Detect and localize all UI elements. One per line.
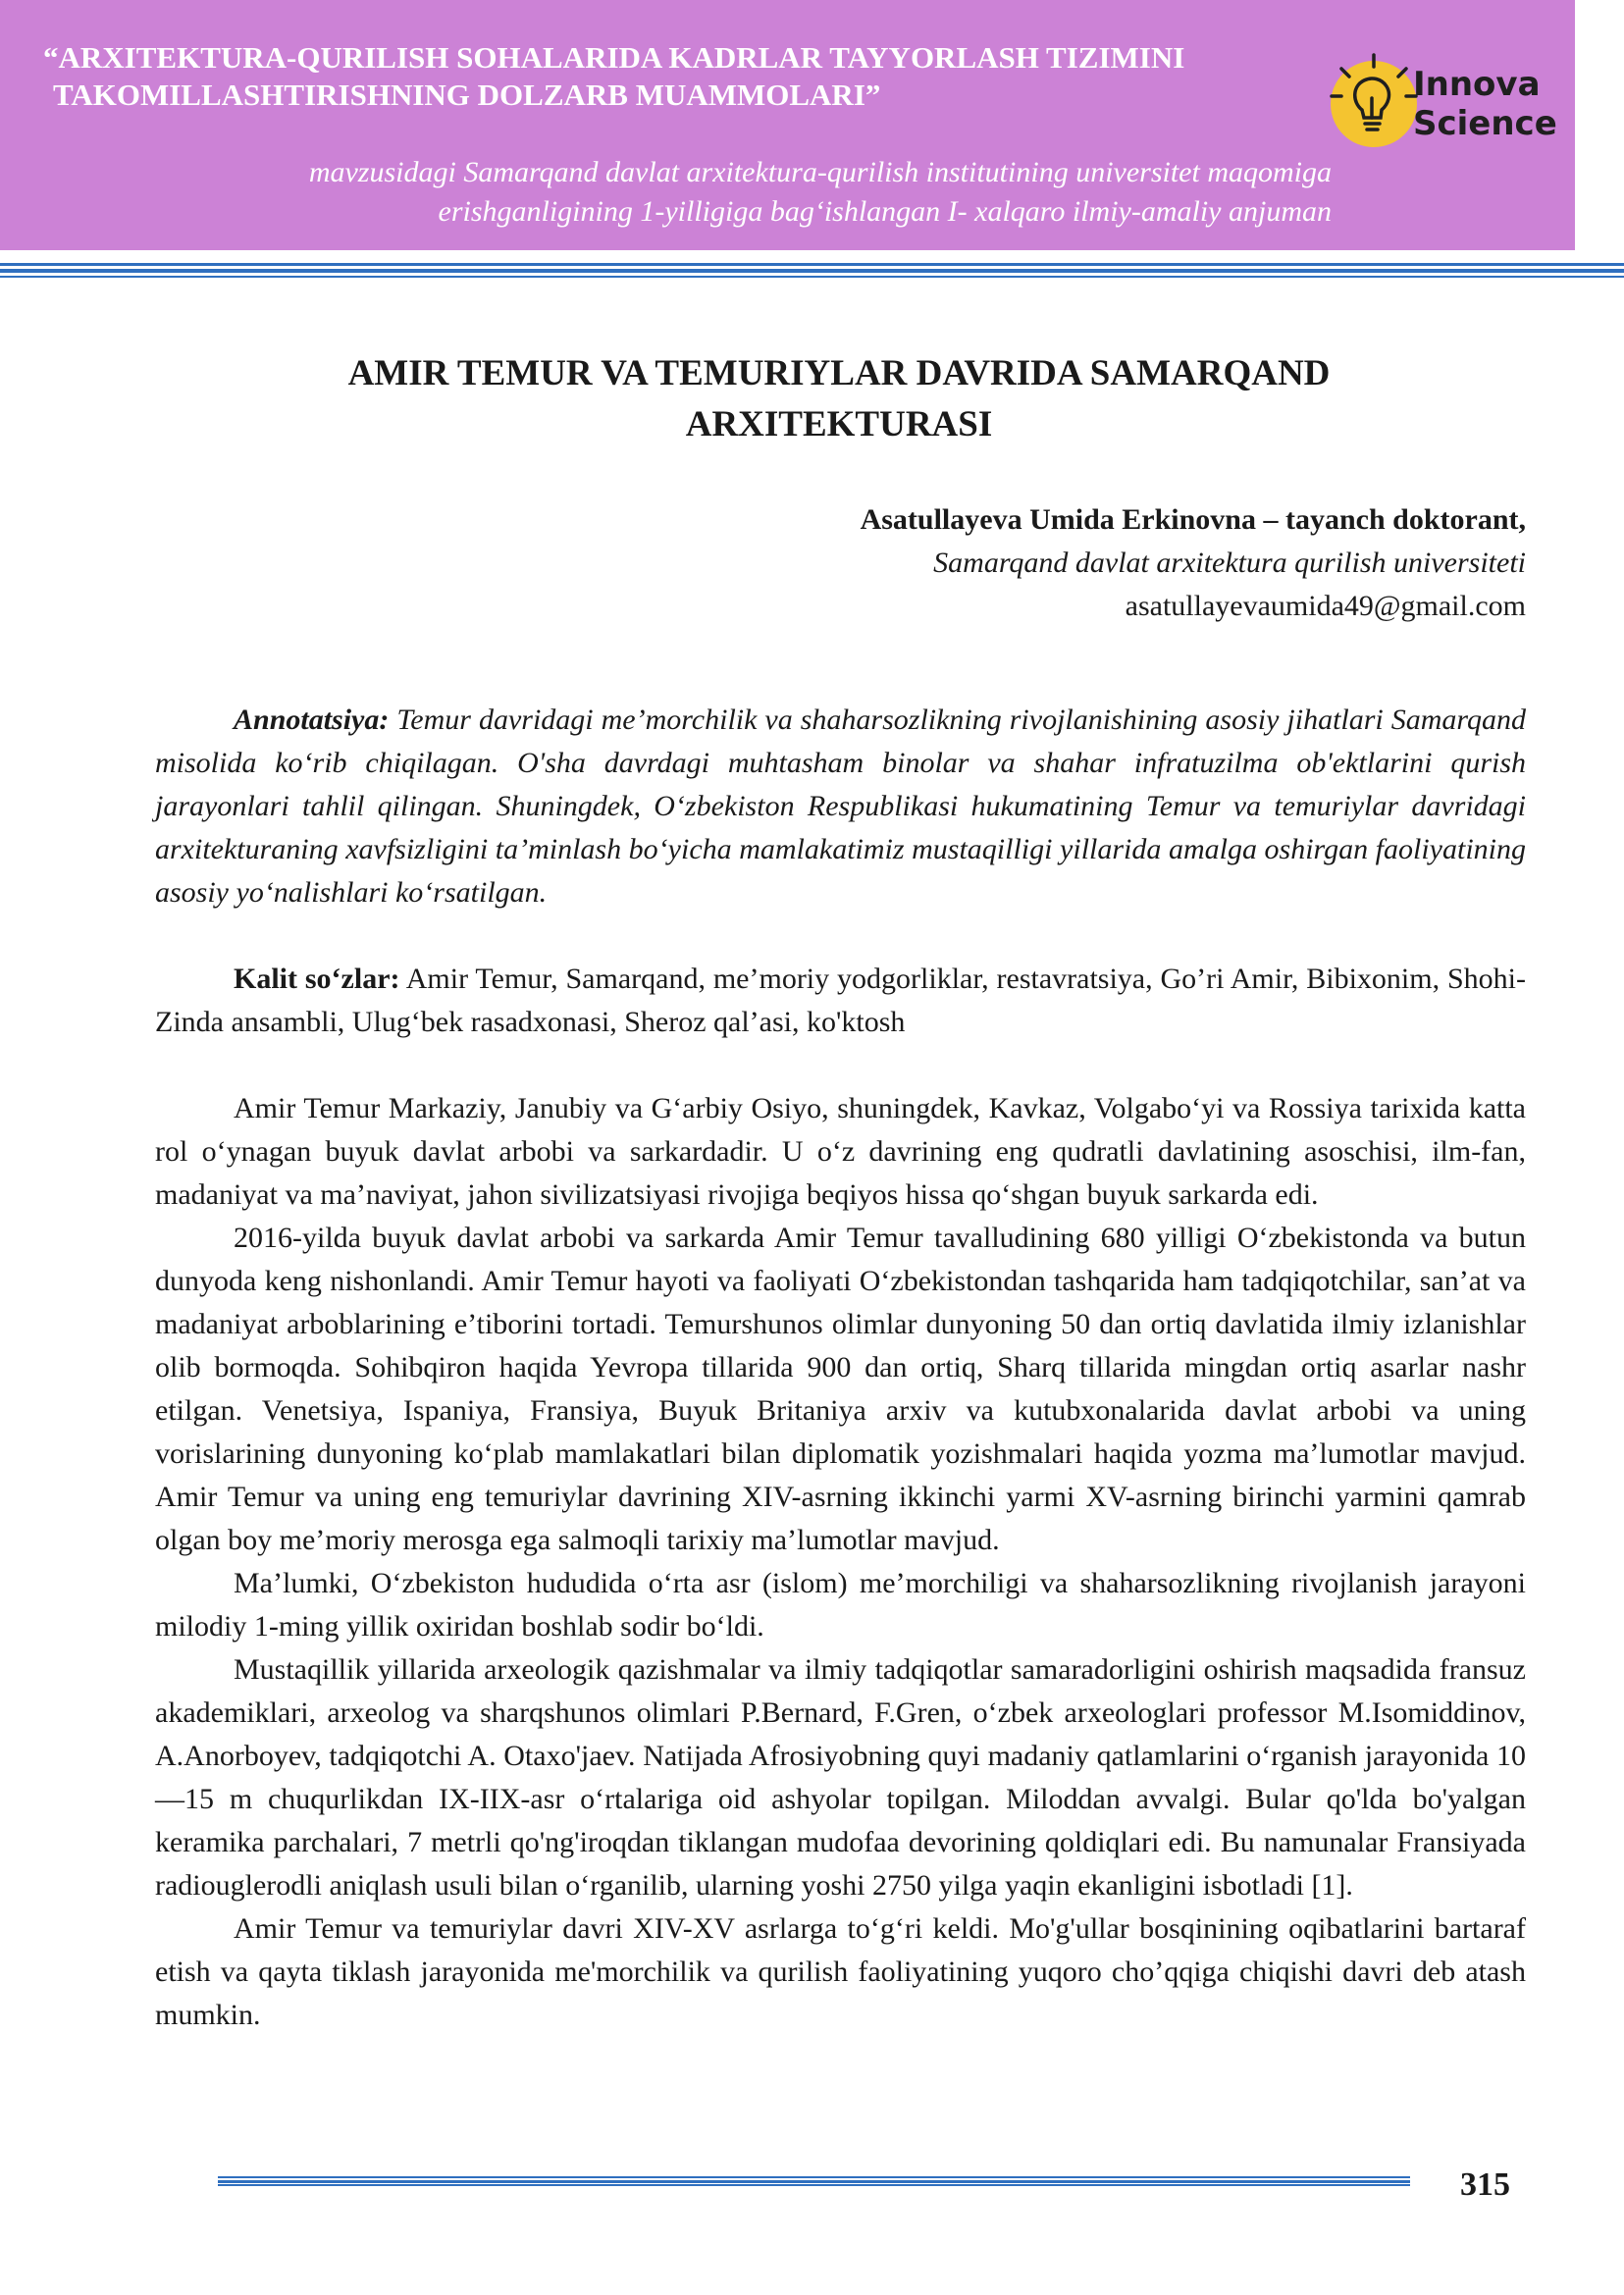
- abstract-label: Annotatsiya:: [234, 704, 390, 736]
- conference-subtitle-line2: erishganligining 1-yilligiga bag‘ishlangan I- xalqaro ilmiy-amaliy anjuman: [438, 195, 1332, 228]
- footer-divider: [218, 2176, 1410, 2186]
- author-institution: Samarqand davlat arxitektura qurilish universiteti: [933, 547, 1526, 579]
- logo-wordmark: [1413, 65, 1557, 143]
- paragraph: Amir Temur va temuriylar davri XIV-XV asrlarga to‘g‘ri keldi. Mo'g'ullar bosqinining oqibatlarini bartaraf etish va qayta tiklash jarayonida me'morchilik va qurilish faoliyatining yuqoro cho’qqiga chiqishi davri deb atash mumkin.: [155, 1912, 1526, 2031]
- article-title-line2: ARXITEKTURASI: [685, 404, 993, 444]
- logo-text-line1: Innova: [1413, 65, 1541, 104]
- abstract: [155, 699, 1526, 914]
- page-number: 315: [1460, 2166, 1510, 2203]
- conference-subtitle-line1: mavzusidagi Samarqand davlat arxitektura-qurilish institutining universitet maqomiga: [308, 156, 1332, 188]
- paragraph: 2016-yilda buyuk davlat arbobi va sarkarda Amir Temur tavalludining 680 yilligi O‘zbekistonda va butun dunyoda keng nishonlandi. Amir Temur hayoti va faoliyati O‘zbekistondan tashqarida ham tadqiqotchilar, san’at va madaniyat arboblarining e’tiborini tortadi. Temurshunos olimlar dunyoning 50 dan ortiq davlatida ilmiy izlanishlar olib bormoqda. Sohibqiron haqida Yevropa tillarida 900 dan ortiq, Sharq tillarida mingdan ortiq asarlar nashr etilgan. Venetsiya, Ispaniya, Fransiya, Buyuk Britaniya arxiv va kutubxonalarida davlat arbobi va uning vorislarining dunyoning ko‘plab mamlakatlari bilan diplomatik yozishmalari haqida yozma ma’lumotlar mavjud. Amir Temur va uning eng temuriylar davrining XIV-asrning ikkinchi yarmi XV-asrning birinchi yarmini qamrab olgan boy me’moriy merosga ega salmoqli tarixiy ma’lumotlar mavjud.: [155, 1222, 1526, 1556]
- author-name: Asatullayeva Umida Erkinovna – tayanch doktorant,: [860, 503, 1526, 536]
- conference-title-line2: TAKOMILLASHTIRISHNING DOLZARB MUAMMOLARI”: [53, 78, 881, 112]
- keywords-label: Kalit so‘zlar:: [234, 963, 400, 995]
- abstract-text: Temur davridagi me’morchilik va shaharsozlikning rivojlanishining asosiy jihatlari Samarqand misolida ko‘rib chiqilagan. O'sha davrdagi muhtasham binolar va shahar infratuzilma ob'ektlarini qurish jarayonlari tahlil qilingan. Shuningdek, O‘zbekiston Respublikasi hukumatining Temur va temuriylar davridagi arxitekturaning xavfsizligini ta’minlash bo‘yicha mamlakatimiz mustaqilligi yillarida amalga oshirgan faoliyatining asosiy yo‘nalishlari ko‘rsatilgan.: [155, 704, 1526, 909]
- conference-title: [43, 39, 1319, 114]
- author-block: [446, 498, 1526, 628]
- keywords: [155, 958, 1526, 1044]
- paragraph: Mustaqillik yillarida arxeologik qazishmalar va ilmiy tadqiqotlar samaradorligini oshirish maqsadida fransuz akademiklari, arxeolog va sharqshunos olimlari P.Bernard, F.Gren, o‘zbek arxeologlari professor M.Isomiddinov, A.Anorboyev, tadqiqotchi A. Otaxo'jaev. Natijada Afrosiyobning quyi madaniy qatlamlarini o‘rganish jarayonida 10—15 m chuqurlikdan IX-IIX-asr o‘rtalariga oid ashyolar topilgan. Miloddan avvalgi. Bular qo'lda bo'yalgan keramika parchalari, 7 metrli qo'ng'iroqdan tiklangan mudofaa devorining qoldiqlari edi. Bu namunalar Fransiyada radiouglerodli aniqlash usuli bilan o‘rganilib, ularning yoshi 2750 yilga yaqin ekanligini isbotladi [1].: [155, 1653, 1526, 1902]
- article-title-line1: AMIR TEMUR VA TEMURIYLAR DAVRIDA SAMARQAND: [347, 353, 1331, 393]
- conference-title-line1: “ARXITEKTURA-QURILISH SOHALARIDA KADRLAR TAYYORLASH TIZIMINI: [43, 40, 1185, 75]
- paragraph: Ma’lumki, O‘zbekiston hududida o‘rta asr (islom) me’morchiligi va shaharsozlikning rivojlanish jarayoni milodiy 1-ming yillik oxiridan boshlab sodir bo‘ldi.: [155, 1567, 1526, 1643]
- paragraph: Amir Temur Markaziy, Janubiy va G‘arbiy Osiyo, shuningdek, Kavkaz, Volgabo‘yi va Rossiya tarixida katta rol o‘ynagan buyuk davlat arbobi va sarkardadir. U o‘z davrining eng qudratli davlatining asoschisi, ilm-fan, madaniyat va ma’naviyat, jahon sivilizatsiyasi rivojiga beqiyos hissa qo‘shgan buyuk sarkarda edi.: [155, 1092, 1526, 1211]
- article-title: [157, 348, 1521, 450]
- author-email: asatullayevaumida49@gmail.com: [1125, 590, 1526, 622]
- keywords-text: Amir Temur, Samarqand, me’moriy yodgorliklar, restavratsiya, Go’ri Amir, Bibixonim, Shohi-Zinda ansambli, Ulug‘bek rasadxonasi, Sheroz qal’asi, ko'ktosh: [155, 963, 1526, 1038]
- header-divider: [0, 263, 1624, 279]
- article-body: [155, 699, 1526, 2037]
- logo-text-line2: Science: [1413, 104, 1557, 143]
- conference-subtitle: [56, 153, 1332, 232]
